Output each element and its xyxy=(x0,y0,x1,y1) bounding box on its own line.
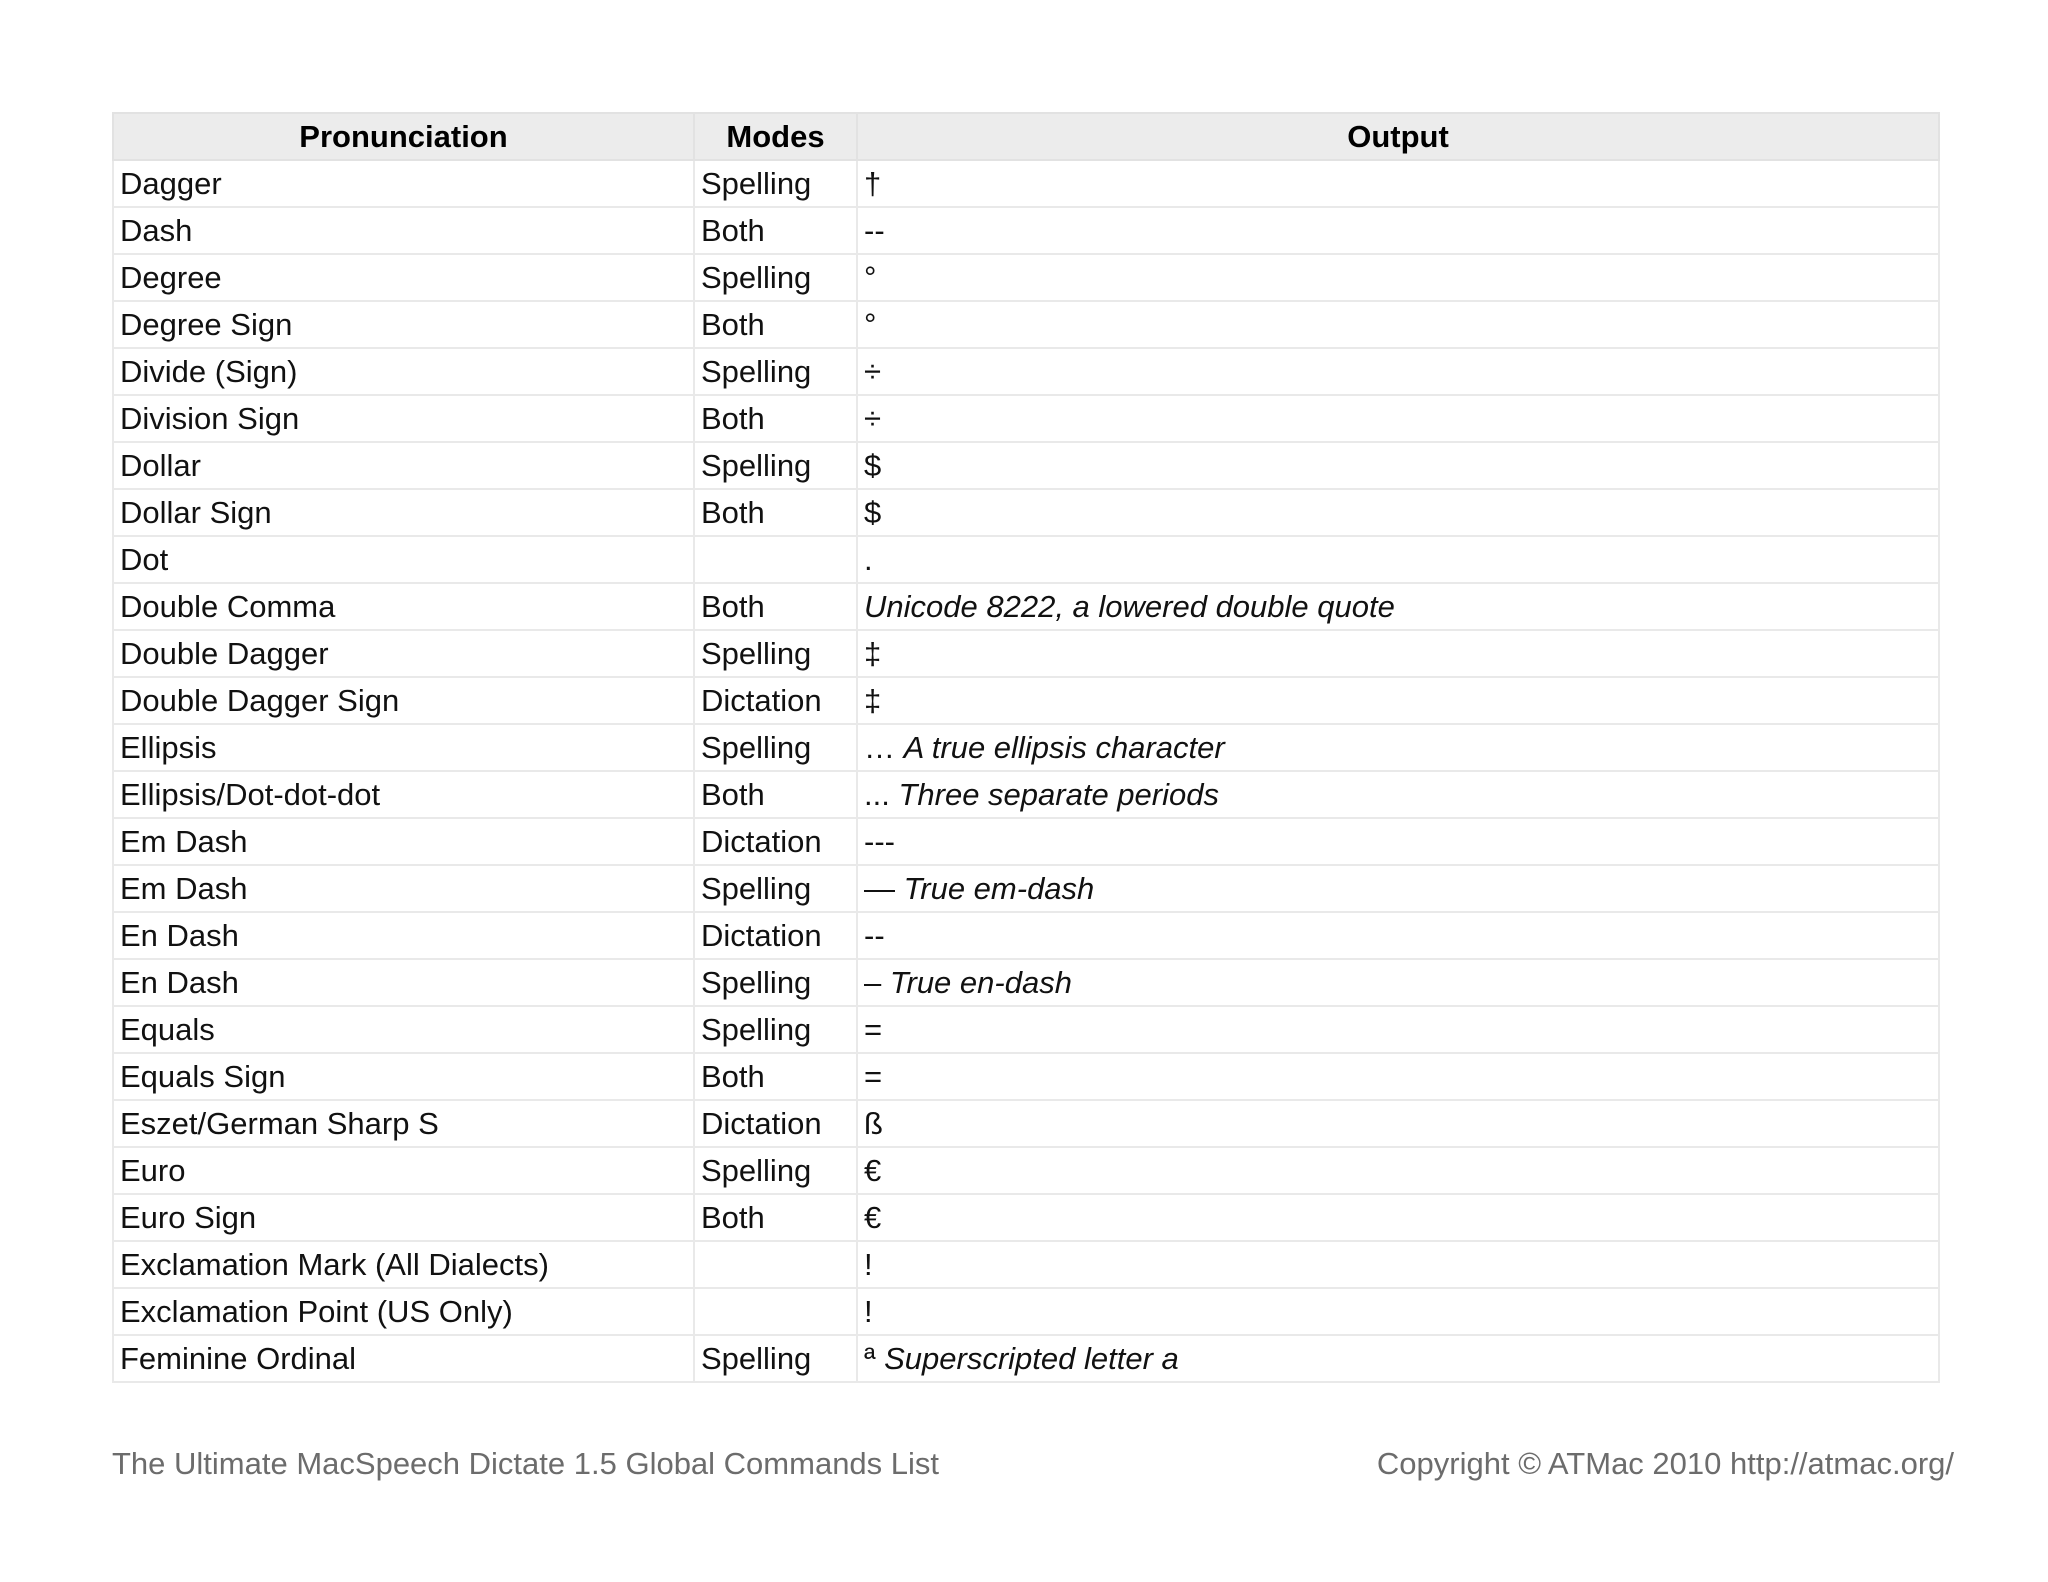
cell-pronunciation: Double Dagger Sign xyxy=(113,677,694,724)
cell-mode: Spelling xyxy=(694,630,857,677)
table-row xyxy=(113,207,1939,254)
output-symbol: ß xyxy=(864,1106,883,1141)
cell-pronunciation: Ellipsis/Dot-dot-dot xyxy=(113,771,694,818)
output-note: Three separate periods xyxy=(898,777,1219,812)
cell-pronunciation: Dot xyxy=(113,536,694,583)
cell-mode: Both xyxy=(694,207,857,254)
cell-output xyxy=(857,1194,1939,1241)
header-output: Output xyxy=(857,113,1939,160)
table-header-row xyxy=(113,113,1939,160)
output-symbol: ÷ xyxy=(864,401,882,436)
output-symbol: = xyxy=(864,1059,883,1094)
output-symbol: † xyxy=(864,166,882,201)
cell-mode: Dictation xyxy=(694,1100,857,1147)
cell-mode: Spelling xyxy=(694,254,857,301)
table-row xyxy=(113,489,1939,536)
table-row xyxy=(113,160,1939,207)
cell-output xyxy=(857,1053,1939,1100)
cell-pronunciation: Eszet/German Sharp S xyxy=(113,1100,694,1147)
output-symbol: ! xyxy=(864,1247,873,1282)
cell-mode: Both xyxy=(694,1053,857,1100)
cell-pronunciation: Degree Sign xyxy=(113,301,694,348)
cell-output xyxy=(857,442,1939,489)
output-symbol: . xyxy=(864,542,873,577)
cell-mode xyxy=(694,536,857,583)
cell-pronunciation: Dash xyxy=(113,207,694,254)
table-row xyxy=(113,536,1939,583)
cell-pronunciation: Feminine Ordinal xyxy=(113,1335,694,1382)
footer-title: The Ultimate MacSpeech Dictate 1.5 Global Commands List xyxy=(112,1446,940,1481)
cell-pronunciation: Euro Sign xyxy=(113,1194,694,1241)
table-row xyxy=(113,677,1939,724)
cell-output xyxy=(857,912,1939,959)
cell-mode: Dictation xyxy=(694,677,857,724)
cell-mode: Both xyxy=(694,1194,857,1241)
table-row xyxy=(113,395,1939,442)
header-modes: Modes xyxy=(694,113,857,160)
cell-pronunciation: Exclamation Mark (All Dialects) xyxy=(113,1241,694,1288)
cell-output xyxy=(857,865,1939,912)
table-row xyxy=(113,771,1939,818)
cell-output xyxy=(857,583,1939,630)
table-row xyxy=(113,1194,1939,1241)
cell-pronunciation: Division Sign xyxy=(113,395,694,442)
cell-output xyxy=(857,160,1939,207)
output-symbol: $ xyxy=(864,448,882,483)
cell-output xyxy=(857,1147,1939,1194)
cell-output xyxy=(857,254,1939,301)
cell-mode: Spelling xyxy=(694,724,857,771)
cell-mode: Dictation xyxy=(694,818,857,865)
table-row xyxy=(113,1100,1939,1147)
table-row xyxy=(113,959,1939,1006)
cell-mode: Both xyxy=(694,301,857,348)
output-symbol: -- xyxy=(864,918,885,953)
cell-output xyxy=(857,395,1939,442)
output-symbol: ª xyxy=(864,1341,885,1376)
cell-pronunciation: Equals Sign xyxy=(113,1053,694,1100)
cell-pronunciation: Double Comma xyxy=(113,583,694,630)
table-row xyxy=(113,1147,1939,1194)
table-row xyxy=(113,865,1939,912)
cell-mode: Both xyxy=(694,489,857,536)
cell-mode: Dictation xyxy=(694,912,857,959)
output-symbol: = xyxy=(864,1012,883,1047)
cell-pronunciation: Em Dash xyxy=(113,818,694,865)
output-symbol: ! xyxy=(864,1294,873,1329)
cell-output xyxy=(857,724,1939,771)
cell-mode: Both xyxy=(694,583,857,630)
table-row xyxy=(113,442,1939,489)
cell-pronunciation: Dollar xyxy=(113,442,694,489)
cell-output xyxy=(857,207,1939,254)
output-symbol: ° xyxy=(864,260,877,295)
output-note: Superscripted letter a xyxy=(884,1341,1179,1376)
cell-output xyxy=(857,1006,1939,1053)
output-symbol: € xyxy=(864,1200,882,1235)
cell-output xyxy=(857,301,1939,348)
table-row xyxy=(113,818,1939,865)
table-row xyxy=(113,254,1939,301)
cell-pronunciation: Em Dash xyxy=(113,865,694,912)
table-body xyxy=(113,160,1939,1382)
output-symbol: ° xyxy=(864,307,877,342)
output-symbol: -- xyxy=(864,213,885,248)
cell-mode: Spelling xyxy=(694,865,857,912)
cell-mode: Spelling xyxy=(694,160,857,207)
cell-pronunciation: Euro xyxy=(113,1147,694,1194)
output-symbol: — xyxy=(864,871,904,906)
cell-output xyxy=(857,959,1939,1006)
table-row xyxy=(113,301,1939,348)
output-symbol: ÷ xyxy=(864,354,882,389)
cell-pronunciation: Dagger xyxy=(113,160,694,207)
cell-mode: Spelling xyxy=(694,1006,857,1053)
cell-pronunciation: Equals xyxy=(113,1006,694,1053)
cell-output xyxy=(857,677,1939,724)
output-symbol: ‡ xyxy=(864,683,882,718)
table-row xyxy=(113,1053,1939,1100)
cell-mode: Spelling xyxy=(694,1335,857,1382)
cell-pronunciation: Divide (Sign) xyxy=(113,348,694,395)
output-note: A true ellipsis character xyxy=(903,730,1225,765)
cell-pronunciation: Dollar Sign xyxy=(113,489,694,536)
cell-mode: Spelling xyxy=(694,1147,857,1194)
table-row xyxy=(113,348,1939,395)
cell-mode: Spelling xyxy=(694,959,857,1006)
cell-mode xyxy=(694,1241,857,1288)
output-symbol: … xyxy=(864,730,904,765)
cell-output xyxy=(857,1288,1939,1335)
table-row xyxy=(113,1006,1939,1053)
cell-pronunciation: Degree xyxy=(113,254,694,301)
output-note: Unicode 8222, a lowered double quote xyxy=(864,589,1395,624)
cell-mode: Both xyxy=(694,395,857,442)
cell-output xyxy=(857,348,1939,395)
table-row xyxy=(113,630,1939,677)
cell-output xyxy=(857,1241,1939,1288)
cell-mode: Spelling xyxy=(694,442,857,489)
cell-pronunciation: En Dash xyxy=(113,912,694,959)
table-row xyxy=(113,912,1939,959)
cell-pronunciation: En Dash xyxy=(113,959,694,1006)
output-note: True em-dash xyxy=(903,871,1095,906)
cell-output xyxy=(857,536,1939,583)
cell-output xyxy=(857,1335,1939,1382)
cell-mode: Spelling xyxy=(694,348,857,395)
footer-copyright: Copyright © ATMac 2010 http://atmac.org/ xyxy=(1376,1446,1954,1481)
output-symbol: $ xyxy=(864,495,882,530)
cell-pronunciation: Double Dagger xyxy=(113,630,694,677)
table-row xyxy=(113,1241,1939,1288)
output-symbol: € xyxy=(864,1153,882,1188)
output-symbol: ‡ xyxy=(864,636,882,671)
table-row xyxy=(113,1335,1939,1382)
cell-output xyxy=(857,818,1939,865)
cell-output xyxy=(857,630,1939,677)
cell-mode xyxy=(694,1288,857,1335)
cell-pronunciation: Ellipsis xyxy=(113,724,694,771)
output-symbol: ... xyxy=(864,777,899,812)
cell-output xyxy=(857,771,1939,818)
header-pronunciation: Pronunciation xyxy=(113,113,694,160)
table-row xyxy=(113,724,1939,771)
output-symbol: --- xyxy=(864,824,895,859)
cell-mode: Both xyxy=(694,771,857,818)
cell-output xyxy=(857,489,1939,536)
output-symbol: – xyxy=(864,965,890,1000)
output-note: True en-dash xyxy=(889,965,1072,1000)
table-row xyxy=(113,583,1939,630)
table-row xyxy=(113,1288,1939,1335)
commands-table xyxy=(112,112,1940,1383)
commands-sheet xyxy=(112,112,1938,1383)
cell-output xyxy=(857,1100,1939,1147)
cell-pronunciation: Exclamation Point (US Only) xyxy=(113,1288,694,1335)
